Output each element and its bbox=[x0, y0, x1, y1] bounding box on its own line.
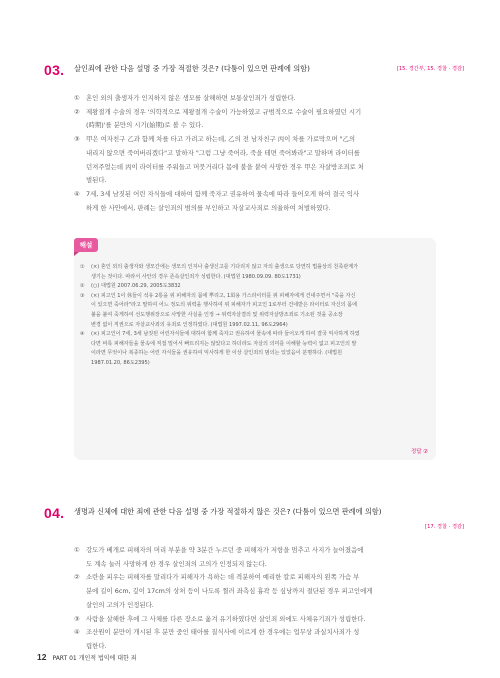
question-source: [17. 경찰 · 경감] bbox=[425, 524, 464, 530]
option-line: 도 계속 눌러 사망하게 한 경우 살인죄의 고의가 인정되지 않는다. bbox=[86, 559, 267, 568]
commentary-item bbox=[80, 292, 430, 330]
option bbox=[74, 133, 436, 188]
commentary-item-line: (×) 피고인이 7세, 3세 남짓된 어린자식들에 대하여 함께 죽자고 권유하여 물속에 따라 들어오게 하여 결국 익사하게 하였 bbox=[91, 331, 360, 338]
commentary-item-line: (○) 대법원 2007.06.29, 2005도3832 bbox=[91, 283, 181, 290]
option-number: ② bbox=[74, 107, 80, 116]
commentary-item-line: 이 있으면 죽어라"라고 말하여 어느 정도의 위력을 행사하여 위 피해자가 피고인 1로부터 건네받은 라이터로 자신의 몸에 bbox=[91, 302, 358, 309]
commentary-item-number: ① bbox=[80, 264, 85, 270]
page-number: 12 bbox=[37, 652, 47, 662]
commentary-item-line: 이라면 무엇이나 복종하는 어린 자식들을 권유하여 익사하게 한 이상 살인죄의 범의는 있었음이 분명하다. (대법원 bbox=[91, 350, 343, 357]
option-line: 제왕절개 수술의 경우 '의학적으로 제왕절개 수술이 가능하였고 규범적으로 수술이 필요하였던 시기 bbox=[86, 107, 362, 116]
question-number: 03. bbox=[44, 62, 65, 78]
option bbox=[74, 571, 436, 612]
commentary-item bbox=[80, 263, 430, 282]
option bbox=[74, 92, 436, 106]
part-title: PART 01 개인적 법익에 대한 죄 bbox=[52, 655, 137, 662]
option-line: 사람을 살해한 후에 그 사체를 다른 장소로 옮겨 유기하였다면 살인죄 외에도 사체유기죄가 성립한다. bbox=[86, 614, 366, 623]
option-line: 분에 길이 6cm, 깊이 17cm의 상처 등이 나도록 찔러 좌측심 흉곽 등 심낭까지 절단된 경우 피고인에게 bbox=[86, 587, 373, 596]
question-text: 살인죄에 관한 다음 설명 중 가장 적절한 것은? (다툼이 있으면 판례에 의함) bbox=[74, 64, 310, 73]
option bbox=[74, 106, 436, 133]
option-number: ③ bbox=[74, 614, 80, 623]
page-footer bbox=[37, 652, 137, 662]
commentary-item-number: ② bbox=[80, 283, 85, 290]
commentary-item bbox=[80, 330, 430, 368]
commentary-item-line: (×) 혼인 외의 출생자와 생모간에는 생모의 인지나 출생신고를 기다리지 않고 자의 출생으로 당연히 법률상의 친족관계가 bbox=[91, 264, 359, 270]
option-line: 조산원이 분만이 개시된 후 분만 중인 태아를 질식사에 이르게 한 경우에는 업무상 과실치사죄가 성 bbox=[86, 628, 360, 637]
option bbox=[74, 626, 436, 653]
commentary-item-line: 생기는 것이다. 따라서 사안의 경우 존속살인죄가 성립한다. (대법원 1980.09.09. 80도1731) bbox=[91, 273, 301, 280]
option-number: ④ bbox=[74, 628, 80, 637]
option-line: 립한다. bbox=[86, 641, 107, 650]
commentary-item-line: (×) 피고인 1이 休들이 석유 2통을 위 피해자의 몸에 뿌리고, 1회용 가스라이터를 위 피해자에게 건네주면서 "죽을 자신 bbox=[91, 292, 356, 299]
commentary-item-line: 불을 붙여 죽게하여 선도행위장으로 사망한 사실을 인정 → 위력자살결의 및 위력자살방조죄로 기소된 것을 공소장 bbox=[91, 311, 343, 318]
question-header bbox=[44, 62, 464, 78]
option-line: (時期)'를 분만의 시기(始期)로 볼 수 있다. bbox=[86, 121, 204, 130]
option-line: 혼인 외의 출생자가 인지하지 않은 생모를 살해하면 보통살인죄가 성립한다. bbox=[86, 94, 296, 102]
commentary-tag: 해설 bbox=[74, 238, 98, 252]
option-line: 소란을 피우는 피해자를 말리다가 피해자가 욕하는 데 격분하여 예리한 칼로 피해자의 왼쪽 가슴 부 bbox=[86, 573, 360, 582]
option-line: 던져주었는데 丙이 라이터를 주워들고 머뭇거리다 몸에 불을 붙여 사망한 경우 甲은 자살방조죄로 처 bbox=[86, 162, 364, 171]
commentary-item bbox=[80, 282, 430, 292]
question-number: 04. bbox=[44, 505, 65, 521]
question-text: 생명과 신체에 대한 죄에 관한 다음 설명 중 가장 적절하지 않은 것은? (다툼이 있으면 판례에 의함) bbox=[74, 507, 382, 516]
option-number: ① bbox=[74, 546, 80, 554]
option bbox=[74, 188, 436, 215]
option bbox=[74, 544, 436, 571]
options-list bbox=[74, 92, 436, 215]
option-number: ③ bbox=[74, 135, 80, 144]
option-number: ① bbox=[74, 94, 80, 102]
option-line: 甲은 여자친구 乙과 함께 차를 타고 가려고 하는데, 乙의 전 남자친구 丙이 차를 가로막으며 "乙의 bbox=[86, 135, 356, 144]
option-line: 강도가 베개로 피해자의 머리 부분을 약 3분간 누르던 중 피해자가 저항을 멈추고 사지가 늘어졌음에 bbox=[86, 546, 364, 554]
option-line: 살인의 고의가 인정된다. bbox=[86, 600, 154, 609]
option-line: 벌된다. bbox=[86, 176, 107, 185]
answer-label: 정답 ② bbox=[411, 449, 428, 455]
option-line: 7세, 3세 남짓된 어린 자식들에 대하여 함께 죽자고 권유하여 물속에 따라 들어오게 하여 결국 익사 bbox=[86, 189, 360, 198]
option-number: ④ bbox=[74, 189, 80, 198]
commentary-list bbox=[80, 263, 430, 369]
commentary-item-line: 1987.01.20, 86도2395) bbox=[91, 359, 150, 366]
option-line: 하게 한 사안에서, 판례는 살인죄의 범의를 부인하고 자살교사죄로 의율하여 처벌하였다. bbox=[86, 203, 331, 212]
option-line: 내리지 않으면 죽여버리겠다"고 말하자 "그럼 그냥 죽어라, 죽을 테면 죽어봐라"고 말하며 라이터를 bbox=[86, 148, 360, 157]
commentary-item-number: ③ bbox=[80, 292, 85, 299]
option-number: ② bbox=[74, 573, 80, 582]
commentary-item-line: 다면 비록 피해자들을 물속에 직접 밀어서 빠뜨리지는 않았다고 하더라도 자살의 의미를 이해할 능력이 없고 피고인의 말 bbox=[91, 340, 357, 347]
commentary-item-number: ④ bbox=[80, 331, 85, 338]
option bbox=[74, 613, 436, 627]
question-source: [15. 경간부, 15. 경찰 · 경감] bbox=[396, 66, 464, 72]
commentary-item-line: 변경 없이 직권으로 자살교사죄의 유죄로 인정하였다. (대법원 1997.02.11, 96도2964) bbox=[91, 321, 288, 328]
question-header bbox=[44, 505, 464, 530]
question-04 bbox=[44, 505, 464, 530]
question-03 bbox=[44, 62, 464, 78]
options-list bbox=[74, 544, 436, 654]
